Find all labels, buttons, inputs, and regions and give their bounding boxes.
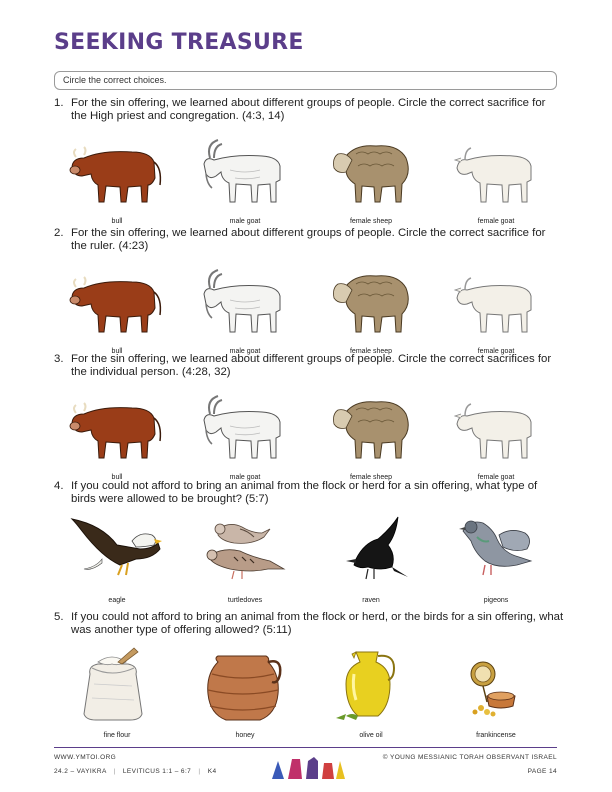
female-sheep-icon: [316, 260, 426, 340]
choice-fine-flour[interactable]: [62, 644, 172, 739]
eagle-icon: [62, 509, 172, 589]
question-body: For the sin offering, we learned about different groups of people. Circle the correct sacrifices for the individual person. (4:28, 32): [71, 353, 552, 378]
bull-icon: [62, 260, 172, 340]
choice-female-goat[interactable]: [441, 260, 551, 355]
choice-label: female goat: [477, 218, 515, 225]
flour-sack-icon: [62, 644, 172, 724]
question-3: [54, 353, 564, 481]
question-1: [54, 97, 564, 225]
male-goat-icon: [190, 386, 300, 466]
question-2: [54, 227, 564, 355]
choice-bull[interactable]: [62, 386, 172, 481]
choice-female-goat[interactable]: [441, 386, 551, 481]
choice-label: female sheep: [349, 348, 393, 355]
choice-label: bull: [111, 218, 123, 225]
question-number: 2.: [54, 227, 64, 239]
instruction-text: Circle the correct choices.: [63, 75, 167, 85]
choice-female-sheep[interactable]: [316, 386, 426, 481]
question-text: [54, 611, 564, 637]
choice-female-sheep[interactable]: [316, 260, 426, 355]
frankincense-icon: [441, 644, 551, 724]
question-number: 3.: [54, 353, 64, 365]
female-sheep-icon: [316, 130, 426, 210]
choice-label: frankincense: [476, 732, 516, 739]
female-sheep-icon: [316, 386, 426, 466]
choice-label: female sheep: [349, 218, 393, 225]
footer-lesson-info: 24.2 – VAYIKRA | LEVITICUS 1:1 – 6:7 | K4: [54, 768, 217, 775]
footer-website[interactable]: WWW.YMTOI.ORG: [54, 754, 117, 761]
footer-page-number: PAGE 14: [527, 768, 557, 775]
question-body: If you could not afford to bring an animal from the flock or herd, or the birds for a sin offering, what was another type of offering allowed? (5:11): [71, 611, 564, 636]
question-number: 4.: [54, 480, 64, 492]
footer-lesson: 24.2 – VAYIKRA: [54, 768, 107, 775]
bull-icon: [62, 386, 172, 466]
footer-copyright: © YOUNG MESSIANIC TORAH OBSERVANT ISRAEL: [382, 754, 557, 761]
choice-label: male goat: [229, 348, 261, 355]
choice-label: olive oil: [359, 732, 383, 739]
choice-honey[interactable]: [190, 644, 300, 739]
turtledoves-icon: [190, 509, 300, 589]
footer-rule: [54, 747, 557, 748]
choice-label: bull: [111, 348, 123, 355]
choice-label: raven: [362, 597, 380, 604]
female-goat-icon: [441, 260, 551, 340]
choice-label: eagle: [108, 597, 126, 604]
question-text: [54, 97, 564, 123]
choice-row: [54, 260, 564, 355]
choice-label: male goat: [229, 474, 261, 481]
choice-row: [54, 644, 564, 739]
question-body: If you could not afford to bring an animal from the flock or herd for a sin offering, what type of birds were allowed to be brought? (5:7): [71, 480, 538, 505]
choice-label: bull: [111, 474, 123, 481]
instruction-box: [54, 71, 557, 90]
choice-frankincense[interactable]: [441, 644, 551, 739]
question-4: [54, 480, 564, 604]
choice-male-goat[interactable]: [190, 386, 300, 481]
choice-label: pigeons: [483, 597, 509, 604]
pigeons-icon: [441, 509, 551, 589]
female-goat-icon: [441, 130, 551, 210]
raven-icon: [316, 509, 426, 589]
footer-level: K4: [207, 768, 217, 775]
choice-bull[interactable]: [62, 260, 172, 355]
choice-female-goat[interactable]: [441, 130, 551, 225]
choice-olive-oil[interactable]: [316, 644, 426, 739]
ymtoi-logo: [270, 755, 346, 781]
choice-label: honey: [235, 732, 255, 739]
choice-male-goat[interactable]: [190, 130, 300, 225]
question-number: 1.: [54, 97, 64, 109]
choice-female-sheep[interactable]: [316, 130, 426, 225]
choice-row: [54, 130, 564, 225]
question-5: [54, 611, 564, 739]
question-number: 5.: [54, 611, 64, 623]
choice-label: fine flour: [103, 732, 131, 739]
male-goat-icon: [190, 130, 300, 210]
choice-label: male goat: [229, 218, 261, 225]
female-goat-icon: [441, 386, 551, 466]
honey-pot-icon: [190, 644, 300, 724]
question-text: [54, 480, 564, 506]
choice-eagle[interactable]: [62, 509, 172, 604]
choice-raven[interactable]: [316, 509, 426, 604]
footer-reading: LEVITICUS 1:1 – 6:7: [122, 768, 192, 775]
bull-icon: [62, 130, 172, 210]
question-text: [54, 353, 564, 379]
choice-label: female goat: [477, 348, 515, 355]
choice-label: turtledoves: [227, 597, 263, 604]
male-goat-icon: [190, 260, 300, 340]
choice-row: [54, 509, 564, 604]
choice-turtledoves[interactable]: [190, 509, 300, 604]
choice-label: female goat: [477, 474, 515, 481]
question-body: For the sin offering, we learned about different groups of people. Circle the correct sacrifice for the ruler. (4:23): [71, 227, 546, 252]
page-title: SEEKING TREASURE: [54, 30, 304, 55]
question-text: [54, 227, 564, 253]
choice-pigeons[interactable]: [441, 509, 551, 604]
choice-bull[interactable]: [62, 130, 172, 225]
olive-oil-jar-icon: [316, 644, 426, 724]
choice-row: [54, 386, 564, 481]
choice-label: female sheep: [349, 474, 393, 481]
question-body: For the sin offering, we learned about different groups of people. Circle the correct sacrifice for the High priest and congregation. (4:3, 14): [71, 97, 546, 122]
choice-male-goat[interactable]: [190, 260, 300, 355]
